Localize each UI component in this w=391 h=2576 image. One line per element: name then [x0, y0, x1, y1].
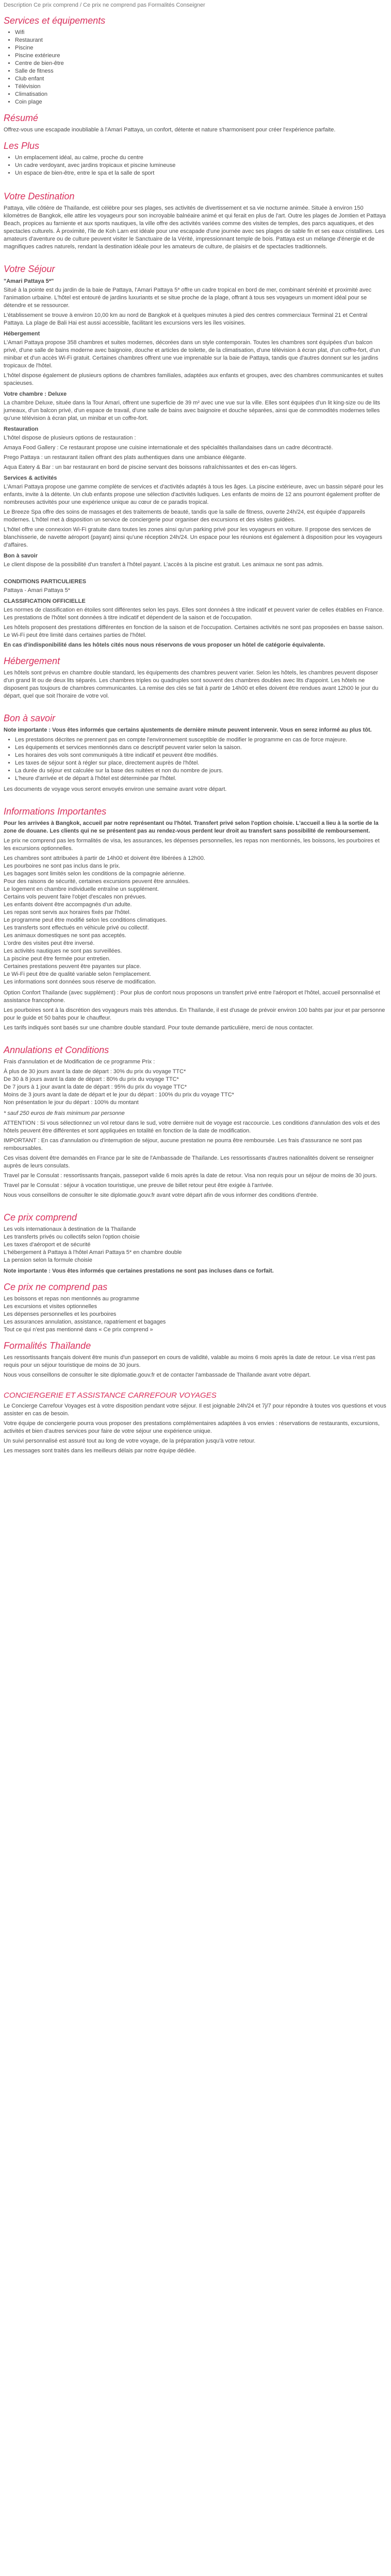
classification-text: Les normes de classification en étoiles sont différentes selon les pays. Elles sont données à titre indicatif et peuvent varier de celles établies en France. Les prestations de l'hôtel sont données à titre indicatif et dépendent de la saison et de l'occupation. [4, 607, 384, 621]
bon-a-savoir-item: • Les horaires des vols sont communiqués à titre indicatif et peuvent être modifiés. [15, 752, 387, 759]
services-item: • Club enfant [15, 75, 387, 83]
resto-intro: L'hôtel dispose de plusieurs options de restauration : [4, 435, 136, 441]
prix-ne-comprend-item: Tout ce qui n'est pas mentionné dans « Ce prix comprend » [4, 1327, 153, 1333]
prix-ne-comprend-item: Les assurances annulation, assistance, rapatriement et bagages [4, 1319, 166, 1325]
room-text: La chambre Deluxe, située dans la Tour Amari, offrent une superficie de 39 m² avec une vue sur la ville. Elles sont équipées d'un lit king-size ou de lits jumeaux, d'un balcon privé, d'un espace de travail, d'une salle de bains avec baignoire et douche séparées, ainsi que de commodités modernes telles qu'une télévision à écran plat, un minibar et un coffre-fort. [4, 400, 380, 421]
prix-comprend-item: Les taxes d'aéroport et de sécurité [4, 1242, 91, 1248]
annulation-visa: Travel par le Consulat : ressortissants français, passeport valide 6 mois après la date de retour. Visa non requis pour un séjour de moins de 30 jours. [4, 1173, 377, 1179]
prix-ne-comprend-list [4, 1295, 387, 1334]
destination-title: Votre Destination [4, 191, 75, 201]
resume-title: Résumé [4, 113, 39, 123]
activities-text: Le Breeze Spa offre des soins de massages et des traitements de beauté, tandis que la salle de fitness, ouverte 24h/24, est équipée d'appareils modernes. L'hôtel met à disposition un service de conciergerie pour organiser des excursions et des visites guidées. [4, 509, 365, 523]
sejour-title: Votre Séjour [4, 264, 55, 274]
infos-item: Les bagages sont limités selon les conditions de la compagnie aérienne. [4, 871, 186, 877]
info-text: Le client dispose de la possibilité d'un transfert à l'hôtel payant. L'accès à la piscine est gratuit. Les animaux ne sont pas admis. [4, 562, 324, 568]
resto-item: Prego Pattaya : un restaurant italien offrant des plats authentiques dans une ambiance élégante. [4, 454, 247, 461]
infos-item: Le logement en chambre individuelle entraîne un supplément. [4, 886, 159, 892]
annulation-visa: Nous vous conseillons de consulter le site diplomatie.gouv.fr avant votre départ afin de vous informer des conditions d'entrée. [4, 1192, 318, 1198]
services-item: • Salle de fitness [15, 67, 387, 75]
services-item: • Télévision [15, 83, 387, 91]
bon-a-savoir-important: Note importante : Vous êtes informés que certains ajustements de dernière minute peuvent intervenir. Vous en serez informé au plus tôt. [4, 727, 372, 733]
bon-a-savoir-list [4, 736, 387, 783]
bon-a-savoir-item: • L'heure d'arrivée et de départ à l'hôtel est déterminée par l'hôtel. [15, 775, 387, 783]
annulation-item: Moins de 3 jours avant la date de départ et le jour du départ : 100% du prix du voyage TTC* [4, 1092, 234, 1098]
prix-comprend-item: L'hébergement à Pattaya à l'hôtel Amari Pattaya 5* en chambre double [4, 1249, 182, 1256]
infos-item: La piscine peut être fermée pour entretien. [4, 956, 111, 962]
classification-title: CLASSIFICATION OFFICIELLE [4, 598, 86, 604]
resto-item: Amaya Food Gallery : Ce restaurant propose une cuisine internationale et des spécialités thaïlandaises dans un cadre décontracté. [4, 445, 333, 451]
plus-list [4, 154, 387, 177]
info-title: Bon à savoir [4, 553, 38, 559]
prix-comprend-item: Les transferts privés ou collectifs selon l'option choisie [4, 1234, 140, 1240]
prix-comprend-list [4, 1226, 387, 1264]
concierge-text: Le Concierge Carrefour Voyages est à votre disposition pendant votre séjour. Il est joignable 24h/24 et 7j/7 pour répondre à toutes vos questions et vous assister en cas de besoin. [4, 1403, 386, 1417]
services-item: • Piscine [15, 44, 387, 52]
concierge-text: Les messages sont traités dans les meilleurs délais par notre équipe dédiée. [4, 1448, 196, 1454]
infos-item: Les activités nautiques ne sont pas surveillées. [4, 948, 122, 954]
prix-comprend-note: Note importante : Vous êtes informés que certaines prestations ne sont pas incluses dans ce forfait. [4, 1268, 274, 1274]
annulation-visa: Travel par le Consulat : séjour à vocation touristique, une preuve de billet retour peut être exigée à l'arrivée. [4, 1182, 273, 1189]
plus-item: • Un cadre verdoyant, avec jardins tropicaux et piscine lumineuse [15, 162, 387, 170]
annulation-conditions: IMPORTANT : En cas d'annulation ou d'interruption de séjour, aucune prestation ne pourra être remboursée. Les frais d'assurance ne sont pas remboursables. [4, 1138, 362, 1151]
room-title: Votre chambre : Deluxe [4, 391, 67, 397]
infos-para: Le prix ne comprend pas les formalités de visa, les assurances, les dépenses personnelles, les repas non mentionnés, les boissons, les pourboires et les excursions optionnelles. [4, 838, 380, 852]
activities-title: Services & activités [4, 475, 57, 481]
conditions-note: En cas d'indisponibilité dans les hôtels cités nous nous réservons de vous proposer un hôtel de catégorie équivalente. [4, 642, 325, 648]
infos-title: Informations Importantes [4, 806, 107, 817]
annulation-intro: Frais d'annulation et de Modification de ce programme Prix : [4, 1059, 155, 1065]
services-list [4, 29, 387, 106]
hebergement-text: Les hôtels sont prévus en chambre double standard, les équipements des chambres peuvent varier. Selon les hôtels, les chambres peuvent disposer d'un grand lit ou de deux lits séparés. Les chambres triples ou quadruples sont souvent des chambres doubles avec lits d'appoint. Les hôtels ne disposent pas toujours de chambres communicantes. La remise des clés se fait à partir de 14h00 et elles doivent être rendues avant 12h00 le jour du départ, quel que soit l'horaire de votre vol. [4, 670, 379, 699]
infos-item: Pour des raisons de sécurité, certaines excursions peuvent être annulées. [4, 878, 190, 885]
annulation-item: À plus de 30 jours avant la date de départ : 30% du prix du voyage TTC* [4, 1069, 186, 1075]
infos-item: Le programme peut être modifié selon les conditions climatiques. [4, 917, 167, 923]
plus-item: • Un emplacement idéal, au calme, proche du centre [15, 154, 387, 162]
hotel-title: "Amari Pattaya 5*" [4, 278, 54, 284]
annulation-item: Non présentation le jour du départ : 100% du montant [4, 1099, 139, 1106]
infos-item: Les chambres sont attribuées à partir de 14h00 et doivent être libérées à 12h00. [4, 855, 205, 861]
bon-a-savoir-title: Bon à savoir [4, 713, 56, 723]
prix-ne-comprend-item: Les boissons et repas non mentionnés au programme [4, 1296, 139, 1302]
concierge-text: Un suivi personnalisé est assuré tout au long de votre voyage, de la préparation jusqu'à votre retour. [4, 1438, 256, 1444]
plus-item: • Un espace de bien-être, entre le spa et la salle de sport [15, 170, 387, 177]
prix-comprend-item: La pension selon la formule choisie [4, 1257, 92, 1263]
infos-item: Les enfants doivent être accompagnés d'un adulte. [4, 902, 132, 908]
bon-a-savoir-footer: Les documents de voyage vous seront envoyés environ une semaine avant votre départ. [4, 786, 227, 792]
infos-item: L'ordre des visites peut être inversé. [4, 940, 95, 946]
annulation-note: * sauf 250 euros de frais minimum par personne [4, 1110, 125, 1116]
infos-para: Option Confort Thaïlande (avec supplément) : Pour plus de confort nous proposons un transfert privé entre l'aéroport et l'hôtel, accueil personnalisé et assistance francophone. [4, 990, 380, 1004]
infos-item: Les pourboires ne sont pas inclus dans le prix. [4, 863, 121, 869]
bon-a-savoir-item: • Les équipements et services mentionnés dans ce descriptif peuvent varier selon la saison. [15, 744, 387, 752]
annulation-item: De 7 jours à 1 jour avant la date de départ : 95% du prix du voyage TTC* [4, 1084, 187, 1090]
prix-ne-comprend-item: Les dépenses personnelles et les pourboires [4, 1311, 117, 1317]
plus-title: Les Plus [4, 141, 40, 151]
infos-list [4, 855, 387, 986]
annulation-warning: ATTENTION : Si vous sélectionnez un vol retour dans le sud, votre dernière nuit de voyage est raccourcie. Les conditions d'annulation des vols et des hôtels peuvent être différentes et sont appliquées en totalité en fonction de la date de modification. [4, 1120, 380, 1134]
infos-item: Certaines prestations peuvent être payantes sur place. [4, 963, 141, 970]
concierge-text: Votre équipe de conciergerie pourra vous proposer des prestations complémentaires adaptées à vos envies : réservations de restaurants, excursions, activités et bien d'autres services pour faire de votre séjour une expérience unique. [4, 1420, 380, 1434]
formalites-text: Nous vous conseillons de consulter le site diplomatie.gouv.fr et de contacter l'ambassade de Thaïlande avant votre départ. [4, 1372, 311, 1378]
resume-text: Offrez-vous une escapade inoubliable à l'Amari Pattaya, un confort, détente et nature s'harmonisent pour créer l'expérience parfaite. [4, 127, 336, 133]
prix-comprend-item: Les vols internationaux à destination de la Thaïlande [4, 1226, 136, 1232]
infos-item: Les informations sont données sous réserve de modification. [4, 979, 156, 985]
activities-text: L'Amari Pattaya propose une gamme complète de services et d'activités adaptés à tous les âges. La piscine extérieure, avec un bassin séparé pour les enfants, invite à la détente. Un club enfants propose une sélection d'activités ludiques. Les enfants de moins de 12 ans pourront également profiter de nombreuses activités pour une expérience unique au cœur de ce paradis tropical. [4, 484, 384, 505]
hebergement-title: Hébergement [4, 656, 60, 666]
annulation-title: Annulations et Conditions [4, 1045, 109, 1055]
bon-a-savoir-item: • La durée du séjour est calculée sur la base des nuitées et non du nombre de jours. [15, 767, 387, 775]
infos-lead: Pour les arrivées à Bangkok, accueil par notre représentant ou l'hôtel. Transfert privé selon l'option choisie. L'accueil a lieu à la sortie de la zone de douane. Les clients qui ne se présentent pas au rendez-vous perdent leur droit au transfert sans possibilité de remboursement. [4, 820, 379, 834]
annulation-list [4, 1068, 387, 1107]
activities-text: L'hôtel offre une connexion Wi-Fi gratuite dans toutes les zones ainsi qu'un parking privé pour les voyageurs en voiture. Il propose des services de blanchisserie, de navette aéroport (payant) ainsi qu'une réception 24h/24. Un espace pour les réunions est également à disposition pour les voyageurs d'affaires. [4, 527, 383, 548]
bon-a-savoir-item: • Les taxes de séjour sont à régler sur place, directement auprès de l'hôtel. [15, 759, 387, 767]
infos-para: Les tarifs indiqués sont basés sur une chambre double standard. Pour toute demande particulière, merci de nous contacter. [4, 1025, 314, 1031]
heb-text: L'Amari Pattaya propose 358 chambres et suites modernes, décorées dans un style contemporain. Toutes les chambres sont équipées d'un balcon privé, d'une salle de bains moderne avec baignoire, douche et articles de toilette, de la climatisation, d'une télévision à écran plat, d'un coffre-fort, d'un minibar et d'un accès Wi-Fi gratuit. Certaines chambres offrent une vue imprenable sur la baie de Pattaya, tandis que d'autres donnent sur les jardins tropicaux de l'hôtel. [4, 340, 380, 369]
services-item: • Centre de bien-être [15, 60, 387, 67]
conditions-extra: Les hôtels proposent des prestations différentes en fonction de la saison et de l'occupation. Certaines activités ne sont pas proposées en basse saison. Le Wi-Fi peut être limité dans certaines parties de l'hôtel. [4, 624, 384, 638]
services-item: • Climatisation [15, 91, 387, 98]
annulation-passport: Ces visas doivent être demandés en France par le site de l'Ambassade de Thaïlande. Les ressortissants d'autres nationalités doivent se renseigner auprès de leurs consulats. [4, 1155, 374, 1169]
services-title: Services et équipements [4, 15, 106, 26]
bon-a-savoir-item: • Les prestations décrites ne prennent pas en compte l'environnement susceptible de modifier le programme en cas de force majeure. [15, 736, 387, 744]
resto-item: Aqua Eatery & Bar : un bar restaurant en bord de piscine servant des boissons rafraîchissantes et des en-cas légers. [4, 464, 298, 470]
services-item: • Restaurant [15, 37, 387, 44]
intro-text: Description Ce prix comprend / Ce prix ne comprend pas Formalités Conseigner [4, 2, 205, 8]
prix-ne-comprend-title: Ce prix ne comprend pas [4, 1282, 108, 1292]
infos-item: Les repas sont servis aux horaires fixés par l'hôtel. [4, 909, 131, 916]
prix-ne-comprend-item: Les excursions et visites optionnelles [4, 1303, 97, 1310]
services-item: • Piscine extérieure [15, 52, 387, 60]
infos-para: Les pourboires sont à la discrétion des voyageurs mais très attendus. En Thaïlande, il est d'usage de prévoir environ 100 bahts par jour et par personne pour le guide et 50 bahts pour le chauffeur. [4, 1007, 385, 1021]
infos-item: Le Wi-Fi peut être de qualité variable selon l'emplacement. [4, 971, 151, 977]
services-item: • Wifi [15, 29, 387, 37]
hotel-text: Situé à la pointe est du jardin de la baie de Pattaya, l'Amari Pattaya 5* offre un cadre tropical en bord de mer, combinant sérénité et proximité avec l'animation urbaine. L'hôtel est entouré de jardins luxuriants et se situe proche de la plage, offrant à tous ses voyageurs un moment idéal pour se détendre et se ressourcer. [4, 287, 372, 309]
conditions-subtitle: Pattaya - Amari Pattaya 5* [4, 587, 71, 594]
services-item: • Coin plage [15, 98, 387, 106]
concierge-title: CONCIERGERIE ET ASSISTANCE CARREFOUR VOYAGES [4, 1391, 217, 1400]
conditions-title: CONDITIONS PARTICULIERES [4, 579, 86, 585]
annulation-item: De 30 à 8 jours avant la date de départ : 80% du prix du voyage TTC* [4, 1076, 179, 1082]
infos-item: Les transferts sont effectués en véhicule privé ou collectif. [4, 925, 149, 931]
heb-extra: L'hôtel dispose également de plusieurs options de chambres familiales, adaptées aux enfants et groupes, avec des chambres communicantes et suites spacieuses. [4, 372, 383, 386]
location-text: L'établissement se trouve à environ 10,00 km au nord de Bangkok et à quelques minutes à pied des centres commerciaux Terminal 21 et Central Pattaya. La plage de Bali Hai est aussi accessible, facilitant les excursions vers les îles voisines. [4, 312, 368, 326]
resto-title: Restauration [4, 426, 39, 432]
prix-comprend-title: Ce prix comprend [4, 1212, 77, 1223]
heb-title: Hébergement [4, 331, 40, 337]
destination-text: Pattaya, ville côtière de Thaïlande, est célèbre pour ses plages, ses activités de divertissement et sa vie nocturne animée. Située à environ 150 kilomètres de Bangkok, elle attire les voyageurs pour son incroyable balnéaire animé et qui ferait en plus de l'art. Outre les plages de Jomtien et Pattaya Beach, propices au farniente et aux sports nautiques, la ville offre des activités variées comme des visites de temples, des parcs aquatiques, et des spectacles culturels. À proximité, l'île de Koh Larn est idéale pour une escapade d'une journée avec ses plages de sable fin et ses eaux cristallines. Les amateurs d'aventure ou de culture peuvent visiter le Sanctuaire de la Vérité, impressionnant temple de bois. Pattaya est un mélange d'énergie et de magnifiques cadres naturels, rendant la destination idéale pour les amateurs de culture, de plaisirs et de spectacles traditionnels. [4, 205, 386, 250]
formalites-title: Formalités Thaïlande [4, 1341, 91, 1351]
infos-item: Les animaux domestiques ne sont pas acceptés. [4, 933, 126, 939]
infos-item: Certains vols peuvent faire l'objet d'escales non prévues. [4, 894, 146, 900]
formalites-text: Les ressortissants français doivent être munis d'un passeport en cours de validité, valable au moins 6 mois après la date de retour. Le visa n'est pas requis pour un séjour touristique de moins de 30 jours. [4, 1354, 376, 1368]
